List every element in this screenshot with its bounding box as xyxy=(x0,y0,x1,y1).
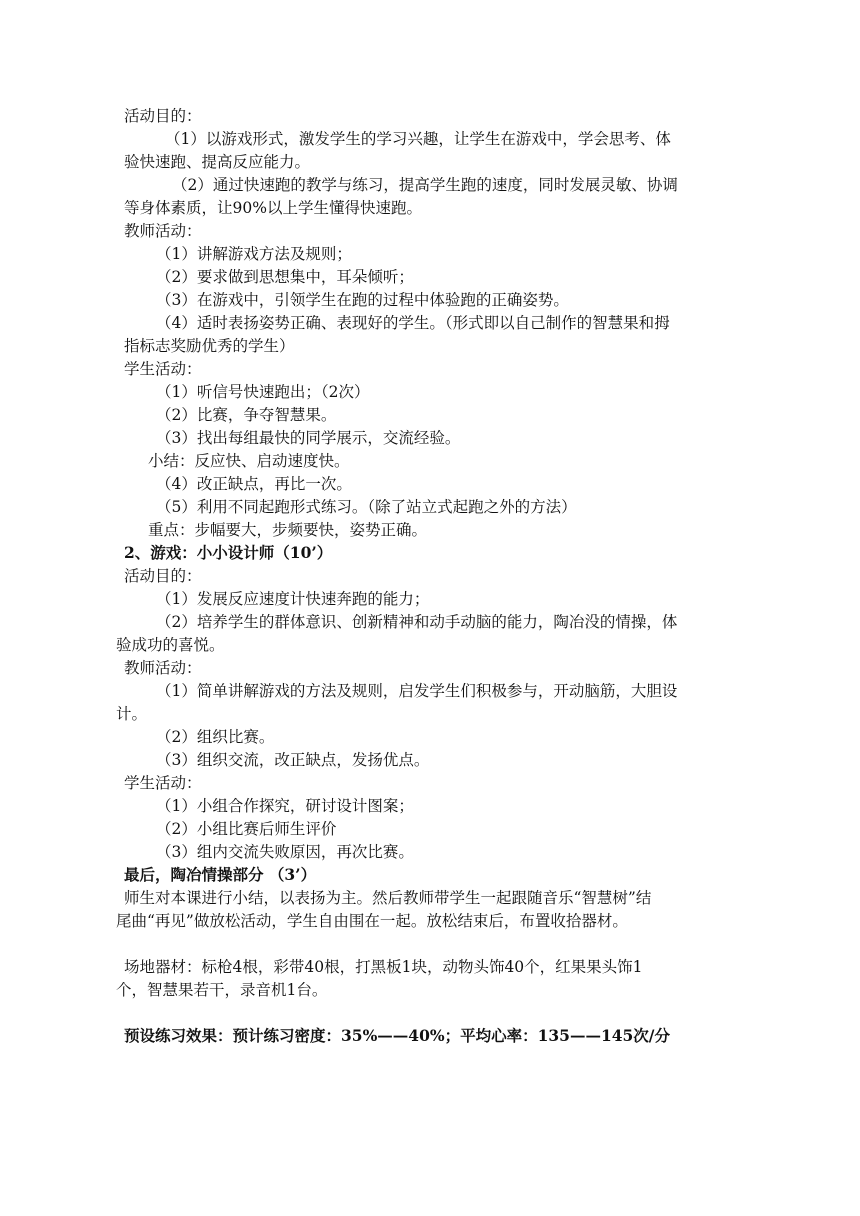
text-line: 重点：步幅要大，步频要快，姿势正确。 xyxy=(148,521,428,539)
text-line: （3）组织交流，改正缺点，发扬优点。 xyxy=(156,751,430,769)
text-line: （2）组织比赛。 xyxy=(156,728,275,746)
equipment-line: 场地器材：标枪4根，彩带40根，打黑板1块，动物头饰40个，红果果头饰1 xyxy=(124,958,643,976)
heading-activity-goal: 活动目的： xyxy=(124,107,202,125)
text-line: （3）找出每组最快的同学展示，交流经验。 xyxy=(156,429,461,447)
text-line: （3）在游戏中，引领学生在跑的过程中体验跑的正确姿势。 xyxy=(156,291,569,309)
text-line: （2）培养学生的群体意识、创新精神和动手动脑的能力，陶冶没的情操，体 xyxy=(156,613,678,631)
heading-teacher-activity: 教师活动： xyxy=(124,222,202,240)
text-line: （2）小组比赛后师生评价 xyxy=(156,820,337,838)
text-line: （2）通过快速跑的教学与练习，提高学生跑的速度，同时发展灵敏、协调 xyxy=(172,176,678,194)
section-heading-game-2: 2、游戏：小小设计师（10’） xyxy=(124,543,333,562)
text-line: 验快速跑、提高反应能力。 xyxy=(124,153,311,171)
text-line: （1）小组合作探究，研讨设计图案； xyxy=(156,797,414,815)
text-line: 计。 xyxy=(116,705,148,723)
section-heading-finale: 最后，陶冶情操部分 （3’） xyxy=(124,865,317,884)
text-line: （3）组内交流失败原因，再次比赛。 xyxy=(156,843,414,861)
text-line: （4）适时表扬姿势正确、表现好的学生。（形式即以自己制作的智慧果和拇 xyxy=(156,314,670,332)
expected-effect-line: 预设练习效果：预计练习密度：35%——40%；平均心率：135——145次/分 xyxy=(124,1026,670,1045)
text-line: 指标志奖励优秀的学生） xyxy=(124,337,295,355)
text-line: 验成功的喜悦。 xyxy=(116,636,225,654)
text-line: （2）要求做到思想集中，耳朵倾听； xyxy=(156,268,414,286)
heading-teacher-activity: 教师活动： xyxy=(124,659,202,677)
text-line: （1）讲解游戏方法及规则； xyxy=(156,245,352,263)
text-line: （1）简单讲解游戏的方法及规则，启发学生们积极参与，开动脑筋，大胆设 xyxy=(156,682,678,700)
text-line: 师生对本课进行小结，以表扬为主。然后教师带学生一起跟随音乐“智慧树”结 xyxy=(124,889,652,907)
text-line: 个，智慧果若干，录音机1台。 xyxy=(116,981,328,999)
text-line: （5）利用不同起跑形式练习。（除了站立式起跑之外的方法） xyxy=(156,498,577,516)
heading-student-activity: 学生活动： xyxy=(124,360,202,378)
text-line: （1）发展反应速度计快速奔跑的能力； xyxy=(156,590,430,608)
heading-activity-goal: 活动目的： xyxy=(124,567,202,585)
text-line: （2）比赛，争夺智慧果。 xyxy=(156,406,337,424)
text-line: 尾曲“再见”做放松活动，学生自由围在一起。放松结束后，布置收拾器材。 xyxy=(116,912,628,930)
heading-student-activity: 学生活动： xyxy=(124,774,202,792)
text-line: （4）改正缺点，再比一次。 xyxy=(156,475,352,493)
text-line: 小结：反应快、启动速度快。 xyxy=(148,452,350,470)
text-line: （1）听信号快速跑出；（2次） xyxy=(156,383,370,401)
text-line: （1）以游戏形式，激发学生的学习兴趣，让学生在游戏中，学会思考、体 xyxy=(165,130,671,148)
text-line: 等身体素质，让90%以上学生懂得快速跑。 xyxy=(124,199,422,217)
